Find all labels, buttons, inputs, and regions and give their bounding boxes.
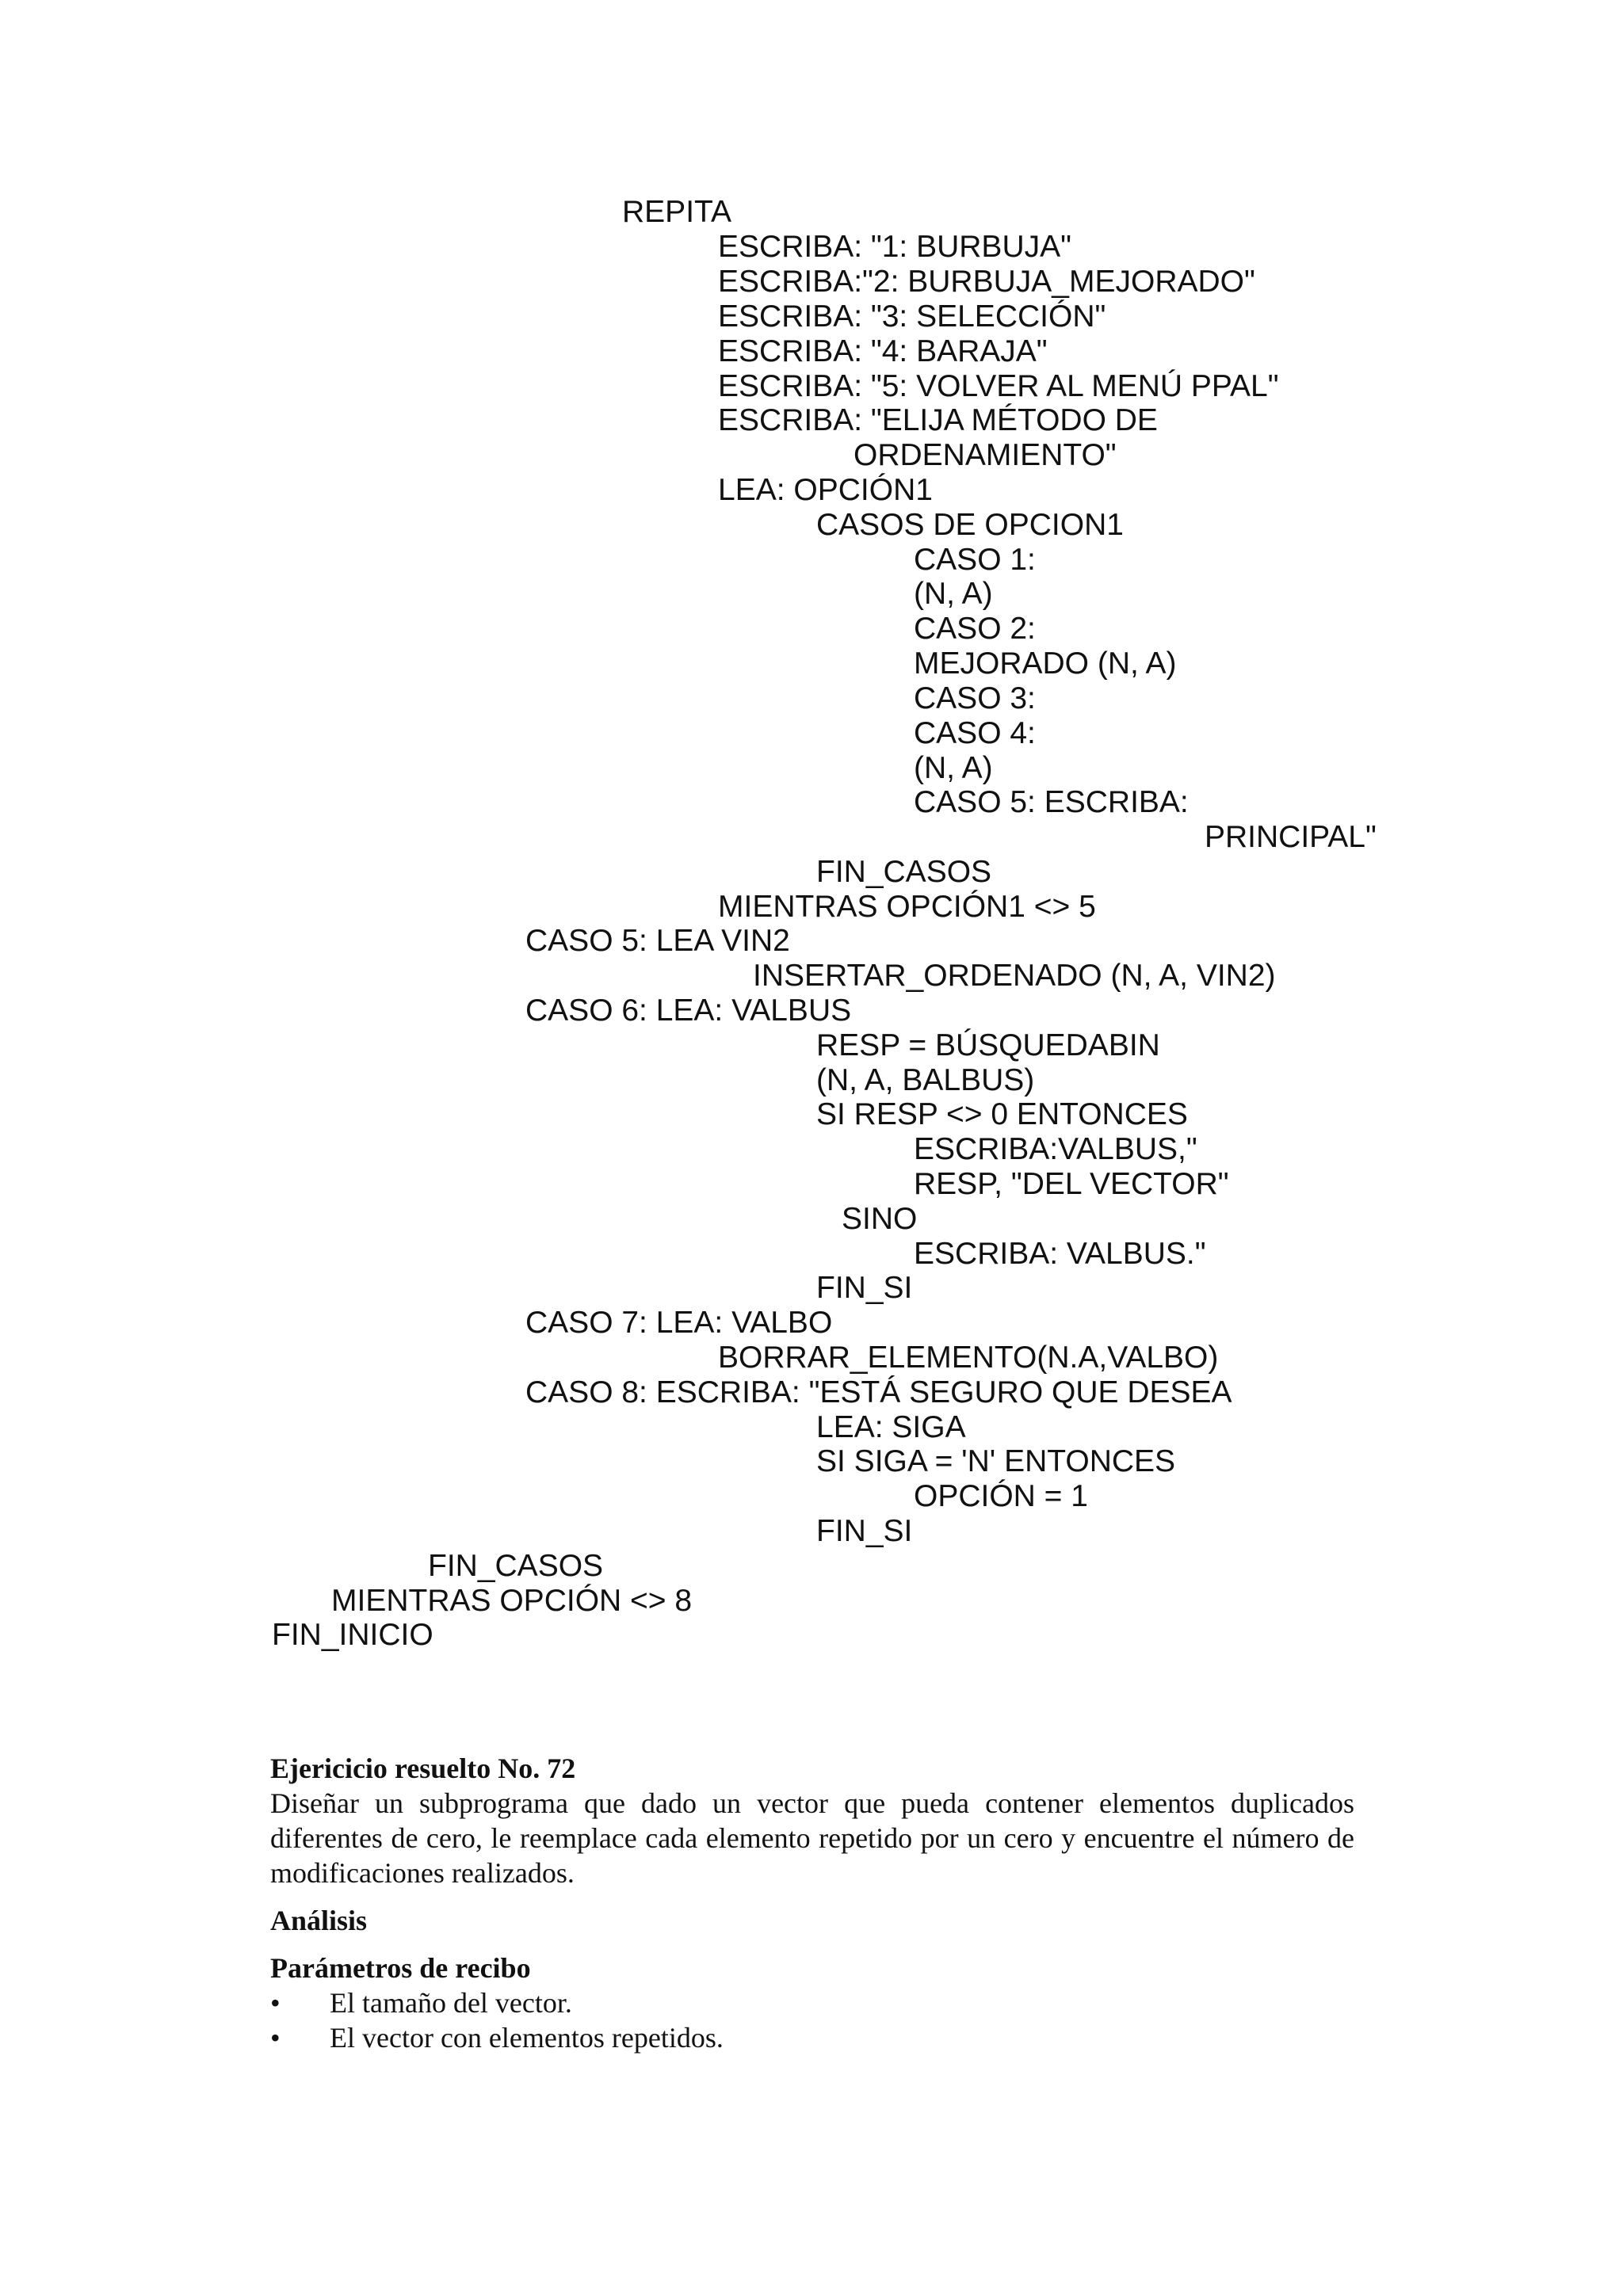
code-line: ESCRIBA: VALBUS." [914,1237,1206,1271]
code-line: ESCRIBA: "3: SELECCIÓN" [718,299,1106,334]
param-text: El tamaño del vector. [330,1987,572,2019]
exercise-title: Ejericicio resuelto No. 72 [270,1753,576,1784]
code-line: CASO 3: [914,681,1036,715]
code-line: FIN_SI [816,1271,913,1305]
code-line: SINO [842,1202,918,1236]
code-line: MIENTRAS OPCIÓN1 <> 5 [718,890,1096,924]
exercise-section [270,1751,1354,2055]
code-line: ESCRIBA: "ELIJA MÉTODO DE [718,403,1158,437]
analysis-heading: Análisis [270,1905,368,1936]
code-line: CASO 2: [914,612,1036,646]
code-line: SI RESP <> 0 ENTONCES [816,1097,1188,1131]
code-line: ESCRIBA:"2: BURBUJA_MEJORADO" [718,265,1255,299]
code-line: CASO 6: LEA: VALBUS [525,994,852,1028]
code-line: BORRAR_ELEMENTO(N.A,VALBO) [718,1341,1219,1375]
params-list [270,1985,1354,2055]
code-line: RESP = BÚSQUEDABIN [816,1028,1160,1062]
code-line: OPCIÓN = 1 [914,1479,1088,1513]
bullet-icon: • [270,2022,281,2054]
code-line: ORDENAMIENTO" [854,438,1117,472]
code-line: (N, A) [914,577,993,611]
code-line: FIN_SI [816,1514,913,1548]
param-text: El vector con elementos repetidos. [330,2022,724,2054]
code-line: ESCRIBA: "1: BURBUJA" [718,230,1071,264]
code-line: MEJORADO (N, A) [914,646,1177,681]
code-line: ESCRIBA: "5: VOLVER AL MENÚ PPAL" [718,369,1279,403]
code-line: FIN_CASOS [816,855,992,889]
code-line: SI SIGA = 'N' ENTONCES [816,1444,1176,1478]
list-item [270,2020,1354,2055]
code-line: MIENTRAS OPCIÓN <> 8 [331,1584,693,1618]
code-line: REPITA [622,195,731,229]
code-line: LEA: OPCIÓN1 [718,473,933,507]
code-line: RESP, "DEL VECTOR" [914,1167,1229,1201]
code-line: FIN_CASOS [428,1549,604,1583]
code-line: (N, A, BALBUS) [816,1063,1035,1097]
bullet-icon: • [270,1987,281,2019]
code-line: CASO 4: [914,716,1036,750]
code-line: CASO 7: LEA: VALBO [525,1306,833,1340]
code-line: ESCRIBA: "4: BARAJA" [718,334,1048,368]
code-line: CASO 5: ESCRIBA: [914,785,1189,819]
code-line: CASO 1: [914,543,1036,577]
code-line: CASOS DE OPCION1 [816,508,1124,542]
code-line: FIN_INICIO [272,1618,433,1652]
code-line: CASO 5: LEA VIN2 [525,924,790,958]
code-line: PRINCIPAL" [1205,820,1377,854]
code-line: CASO 8: ESCRIBA: "ESTÁ SEGURO QUE DESEA [525,1375,1232,1409]
code-line: ESCRIBA:VALBUS," [914,1132,1197,1166]
exercise-statement: Diseñar un subprograma que dado un vector que pueda contener elementos duplicados diferentes de cero, le reemplace cada elemento repetido por un cero y encuentre el número de modificaciones realizados. [270,1787,1354,1889]
code-line: (N, A) [914,751,993,785]
params-heading: Parámetros de recibo [270,1952,531,1984]
code-line: INSERTAR_ORDENADO (N, A, VIN2) [753,959,1276,993]
code-line: LEA: SIGA [816,1410,966,1444]
list-item [270,1985,1354,2020]
